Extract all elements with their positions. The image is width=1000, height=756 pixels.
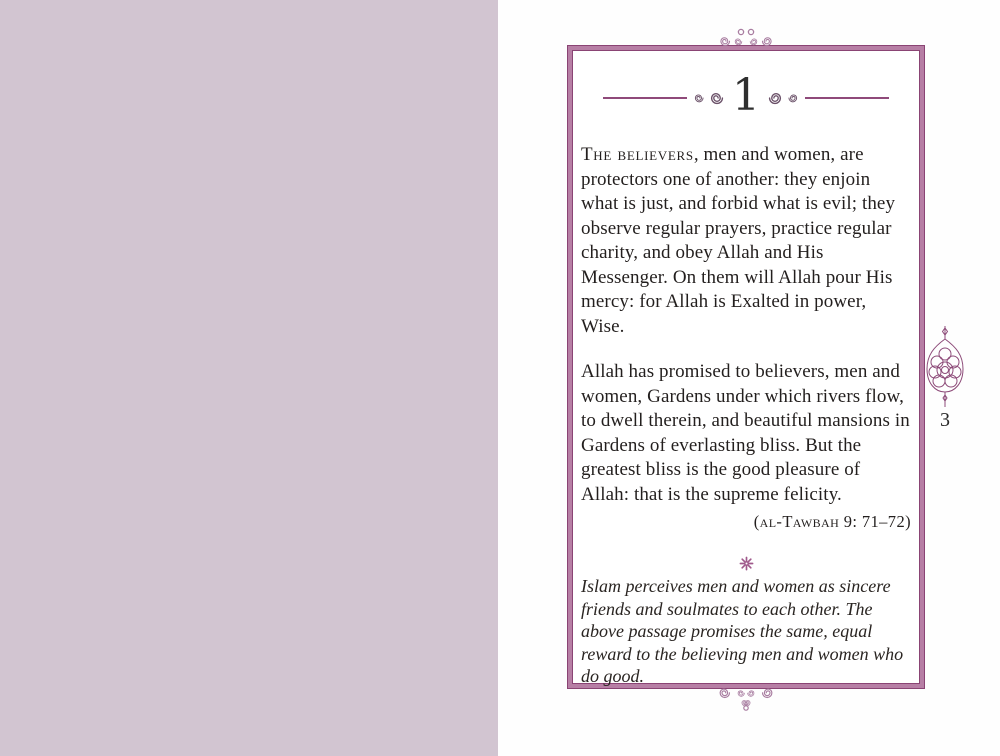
crown-flourish-icon bbox=[717, 26, 775, 50]
double-spiral-right-icon bbox=[765, 89, 800, 108]
page-number: 3 bbox=[940, 409, 950, 431]
arabesque-medallion-icon bbox=[922, 326, 968, 408]
heading-rule-left bbox=[603, 97, 687, 99]
heading-rule-right bbox=[805, 97, 889, 99]
verse-citation: (al-Tawbah 9: 71–72) bbox=[753, 512, 911, 531]
double-spiral-left-icon bbox=[692, 89, 727, 108]
verse-paragraph-1-text: , men and women, are protectors one of another: they enjoin what is just, and forbid what is evil; they observe regular prayers, practice regular charity, and obey Allah and His Messenger. On them will Allah pour His mercy: for Allah is Exalted in power, Wise. bbox=[581, 144, 896, 337]
section-divider bbox=[581, 554, 911, 570]
margin-ornament-block bbox=[920, 326, 970, 431]
chapter-heading bbox=[581, 70, 911, 122]
chapter-number: 1 bbox=[732, 70, 760, 121]
eight-petal-star-icon bbox=[739, 556, 754, 571]
verse-paragraph-2: Allah has promised to believers, men and women, Gardens under which rivers flow, to dwell therein, and beautiful mansions in Gardens of everlasting bliss. But the greatest bliss is the good pleasure of Allah: that is the supreme felicity. bbox=[581, 361, 910, 505]
verse-lead-phrase: The believers bbox=[581, 144, 694, 165]
book-page-frame bbox=[568, 46, 924, 688]
left-cover-panel bbox=[0, 0, 498, 756]
verse-paragraph-1 bbox=[581, 143, 911, 339]
commentary-text: Islam perceives men and women as sincere friends and soulmates to each other. The above passage promises the same, equal reward to the believing men and women who do good. bbox=[581, 576, 904, 686]
page-content bbox=[572, 70, 920, 708]
